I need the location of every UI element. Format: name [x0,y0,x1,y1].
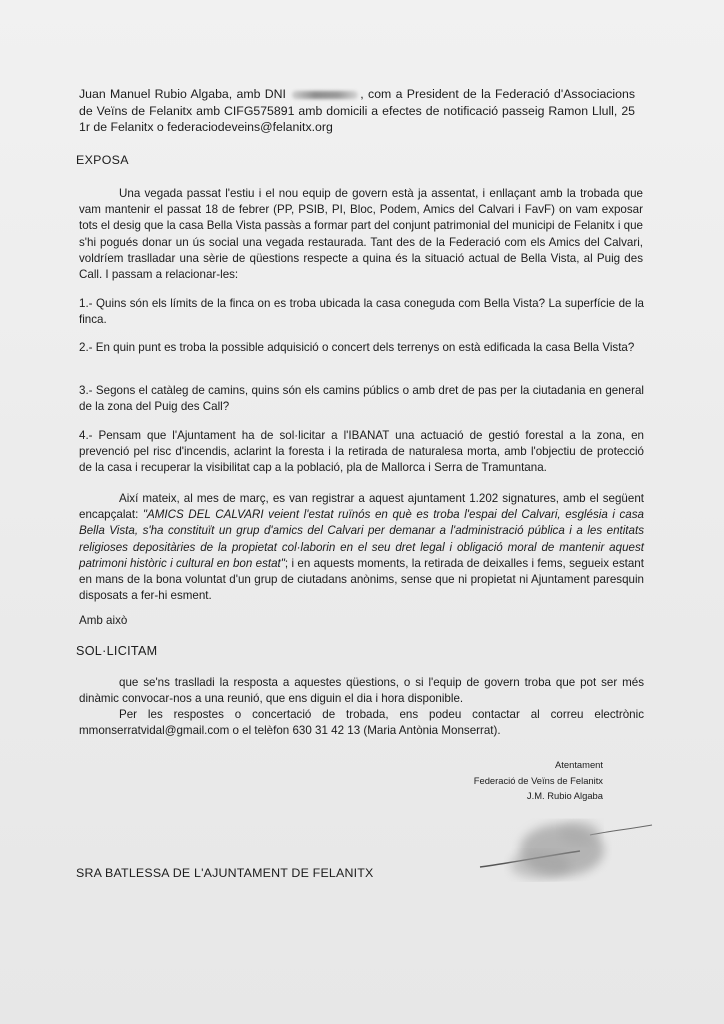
request-paragraph: que se'ns traslladi la resposta a aquestes qüestions, o si l'equip de govern troba que pot ser més dinàmic convocar-nos a una reunió, que ens diguin el dia i hora disponible. [79,676,644,706]
closing-organization: Federació de Veïns de Felanitx [473,774,603,786]
question-4: 4.- Pensam que l'Ajuntament ha de sol·licitar a l'IBANAT una actuació de gestió forestal a la zona, en prevenció pel risc d'incendis, aclarint la foresta i la retirada de naturalesa morta, amb l'objectiu de protecció de la casa i recuperar la visibilitat cap a la població, pla de Mallorca i Serra de Tramuntana. [79,429,644,475]
closing-greeting: Atentament [555,759,603,770]
sender-details-text: , com a President de la Federació d'Associacions de Veïns de Felanitx amb CIFG575891 amb domicili a efectes de notificació passeig Ramon Llull, 25 1r de Felanitx o federaciodeveins@felanitx.org [79,87,635,135]
exposa-heading: EXPOSA [76,153,129,167]
sender-header [79,86,635,136]
signatures-intro: Així mateix, al mes de març, es van registrar a aquest ajuntament 1.202 signatures, amb el següent encapçalat: [79,492,644,522]
sender-name-text: Juan Manuel Rubio Algaba, amb DNI [79,87,291,101]
closing-signatory: J.M. Rubio Algaba [526,790,603,802]
signatures-quote: "AMICS DEL CALVARI veient l'estat ruïnós en què es troba l'espai del Calvari, església i casa Bella Vista, s'ha constituït un grup d'amics del Calvari per demanar a l'administració pública i a les entitats religioses depositàries de la propietat col·laborin en el seu dret legal i obligació moral de mantenir aquest patrimoni històric i cultural en bon estat" [79,508,644,570]
amb-aixo-text: Amb això [79,614,128,627]
question-3: 3.- Segons el catàleg de camins, quins són els camins públics o amb dret de pas per la ciutadania en general de la zona del Puig des Call? [79,384,644,414]
blurred-signature [470,805,670,895]
question-2: 2.- En quin punt es troba la possible adquisició o concert dels terrenys on està edificada la casa Bella Vista? [79,341,635,354]
redacted-dni [292,91,358,99]
question-1: 1.- Quins són els límits de la finca on es troba ubicada la casa coneguda com Bella Vista? La superfície de la finca. [79,297,644,327]
closing-block [474,757,603,804]
solicitam-heading: SOL·LICITAM [76,644,158,658]
contact-paragraph: Per les respostes o concertació de trobada, ens podeu contactar al correu electrònic mmonserratvidal@gmail.com o el telèfon 630 31 42 13 (Maria Antònia Monserrat). [79,708,644,738]
signatures-paragraph [79,491,644,604]
signatures-rest: ; i en aquests moments, la retirada de deixalles i fems, segueix estant en mans de la bona voluntat d'un grup de ciutadans anònims, sense que ni propietat ni Ajuntament paresquin disposats a fer-hi esment. [79,556,644,603]
addressee-line: SRA BATLESSA DE L'AJUNTAMENT DE FELANITX [76,866,374,880]
intro-paragraph: Una vegada passat l'estiu i el nou equip de govern està ja assentat, i enllaçant amb la trobada que vam mantenir el passat 18 de febrer (PP, PSIB, PI, Bloc, Podem, Amics del Calvari i FavF) on vam exposar tots el desig que la casa Bella Vista passàs a formar part del conjunt patrimonial del municipi de Felanitx i que s'hi pogués donar un ús social una vegada restaurada. Tant des de la Federació com els Amics del Calvari, voldríem traslladar una sèrie de qüestions respecte a quina és la situació actual de Bella Vista, al Puig des Call. I passam a relacionar-les: [79,187,643,282]
